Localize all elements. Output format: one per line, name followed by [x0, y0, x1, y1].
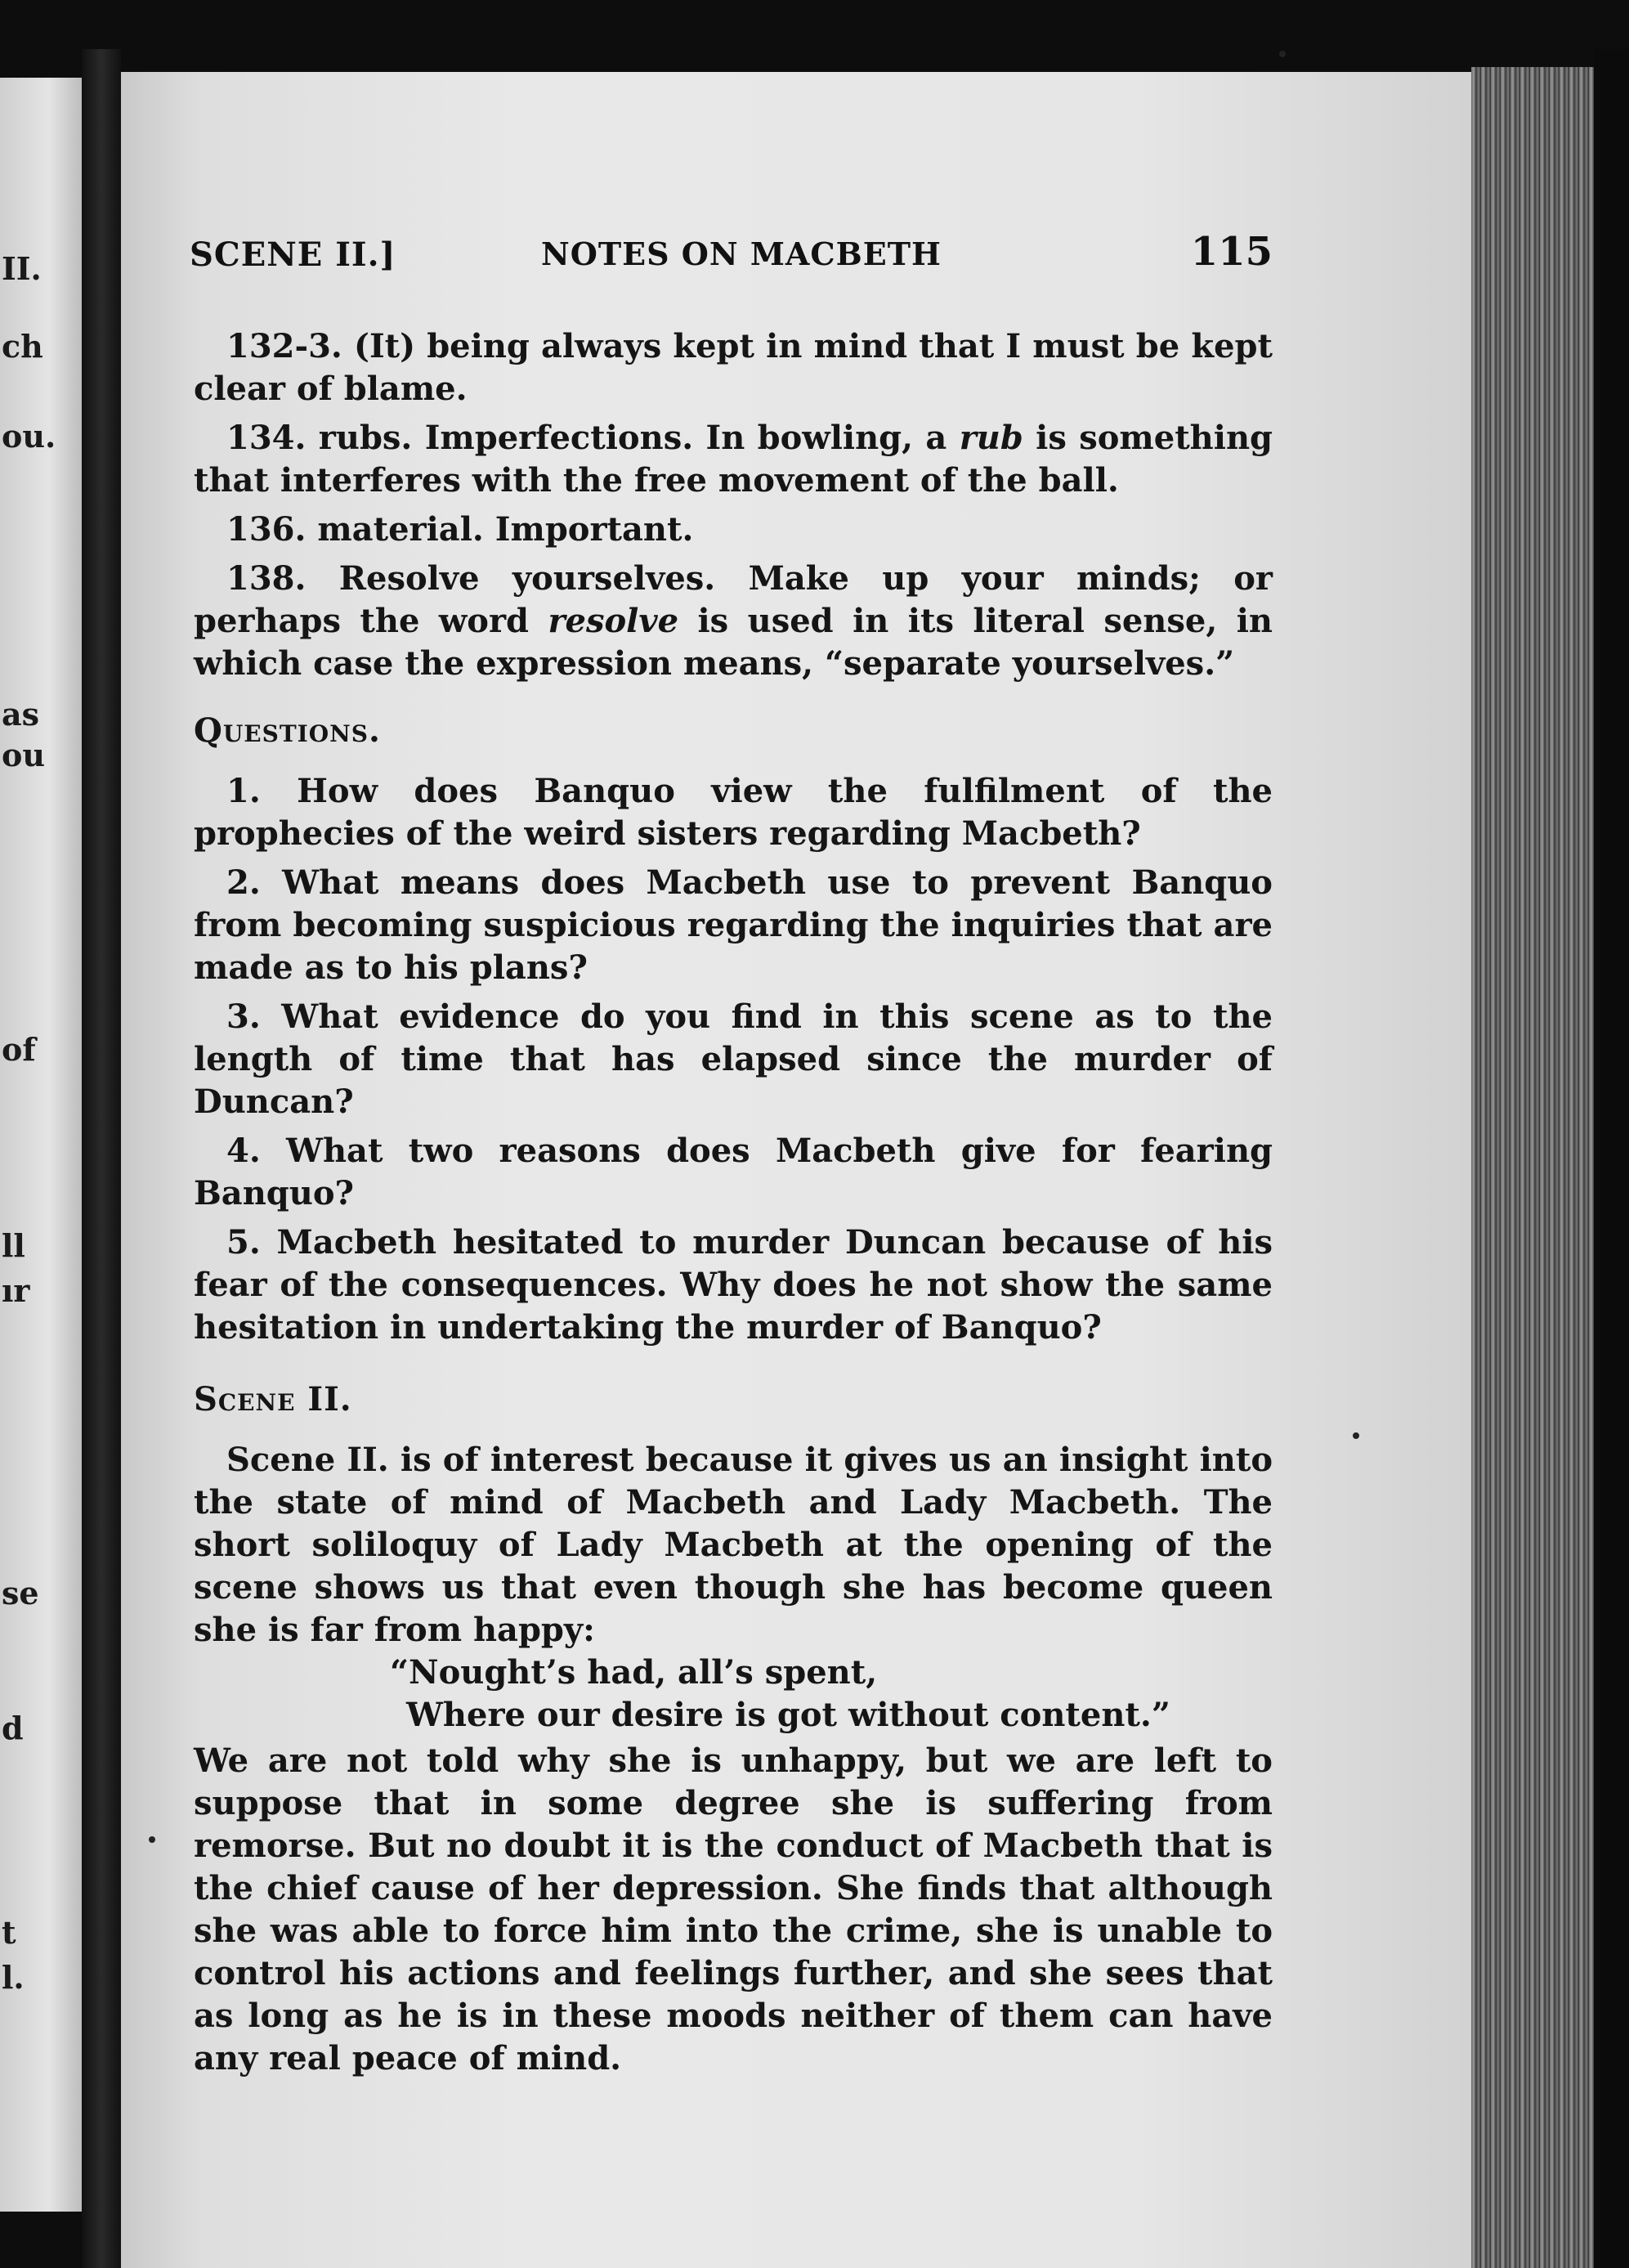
scene-heading: Scene II. [194, 1380, 352, 1419]
note-ref: 134. [226, 419, 307, 457]
speck [149, 1836, 155, 1843]
fragment-text: ır [2, 1272, 30, 1309]
speck [1353, 1432, 1359, 1439]
quote-line: “Nought’s had, all’s spent, [390, 1653, 878, 1692]
note-text: Make up your minds; or perhaps the word [194, 559, 1273, 640]
header-title: NOTES ON MACBETH [541, 235, 942, 272]
fragment-text: l. [2, 1959, 25, 1996]
background-edge [1594, 49, 1629, 2268]
note-138 [194, 558, 1273, 685]
note-text: is used in its literal sense, in which case the expression means, “separate yourselves.” [194, 602, 1273, 683]
page-number: 115 [1190, 229, 1273, 275]
note-text: Important. [495, 510, 694, 549]
fragment-text: ch [2, 328, 43, 365]
question-item: 5. Macbeth hesitated to murder Duncan because of his fear of the consequences. Why does he not show the same hesitation in undertaking the murder of Banquo? [194, 1223, 1273, 1347]
question-item: 1. How does Banquo view the fulfilment of the prophecies of the weird sisters regarding Macbeth? [194, 772, 1273, 853]
note-text: is something that interferes with the free movement of the ball. [194, 419, 1273, 500]
facing-page-fragment [0, 78, 82, 2212]
scene-paragraph: Scene II. is of interest because it gives us an insight into the state of mind of Macbeth and Lady Macbeth. The short soliloquy of Lady Macbeth at the opening of the scene shows us that even though she has become queen she is far from happy: [194, 1441, 1273, 1649]
note-ref: 132-3. [226, 327, 342, 365]
fragment-text: t [2, 1914, 16, 1951]
question-item: 4. What two reasons does Macbeth give for fearing Banquo? [194, 1132, 1273, 1212]
note-ref: 138. [226, 559, 307, 598]
fragment-text: se [2, 1575, 39, 1611]
quote-line: Where our desire is got without content.” [406, 1696, 1170, 1734]
note-term: material. [317, 510, 484, 549]
quotation [194, 1652, 1273, 1737]
speck [1279, 51, 1286, 57]
header-section: SCENE II.] [190, 235, 396, 274]
fragment-text: d [2, 1710, 24, 1746]
fragment-text: ll [2, 1227, 25, 1264]
question-item: 3. What evidence do you find in this scene as to the length of time that has elapsed since the murder of Duncan? [194, 997, 1273, 1121]
note-term: Resolve yourselves. [338, 559, 716, 598]
note-italic: rub [959, 419, 1023, 457]
note-134 [194, 417, 1273, 502]
running-header [190, 229, 1273, 285]
note-ref: 136. [226, 510, 307, 549]
note-text: (It) being always kept in mind that I must be kept clear of blame. [194, 327, 1273, 408]
fragment-text: II. [2, 250, 42, 287]
page-edges [1471, 67, 1594, 2268]
fragment-text: of [2, 1031, 36, 1068]
note-italic: resolve [548, 602, 679, 640]
questions-heading: Questions. [194, 711, 381, 750]
page-body [194, 325, 1273, 2080]
note-text: Imperfections. In bowling, a [424, 419, 960, 457]
question-item: 2. What means does Macbeth use to prevent Banquo from becoming suspicious regarding the inquiries that are made as to his plans? [194, 863, 1273, 987]
closing-paragraph: We are not told why she is unhappy, but we are left to suppose that in some degree she is suffering from remorse. But no doubt it is the conduct of Macbeth that is the chief cause of her depression. She finds that although she was able to force him into the crime, she is unable to control his actions and feelings further, and she sees that as long as he is in these moods neither of them can have any real peace of mind. [194, 1741, 1273, 2078]
note-term: rubs. [318, 419, 413, 457]
fragment-text: as [2, 696, 40, 733]
note-136 [194, 509, 1273, 551]
note-132 [194, 325, 1273, 410]
fragment-text: ou. [2, 418, 56, 455]
fragment-text: ou [2, 737, 45, 773]
book-gutter [82, 49, 121, 2268]
